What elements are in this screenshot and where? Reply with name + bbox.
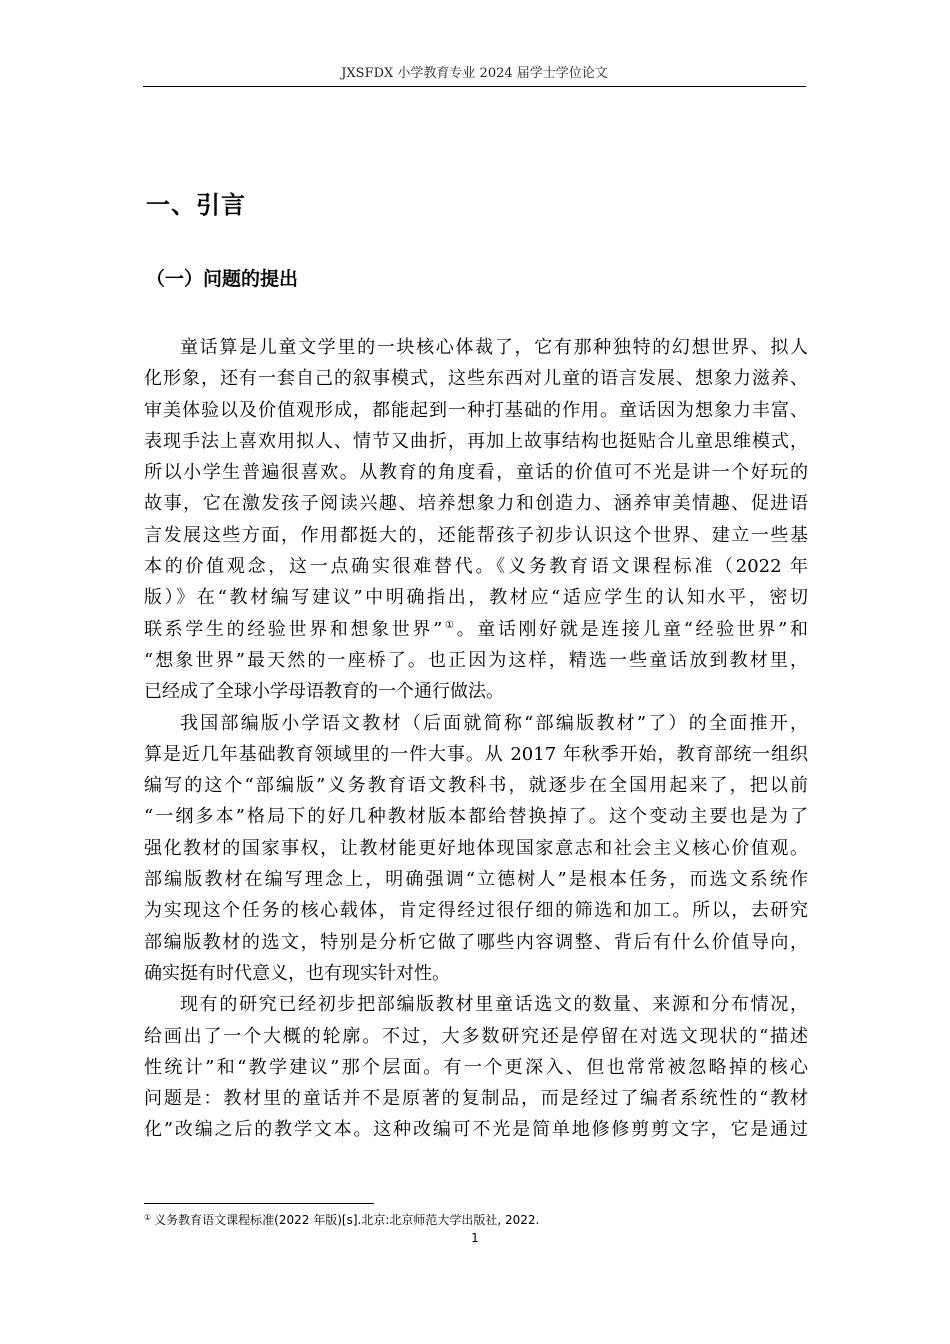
section-heading: 一、引言 (146, 191, 246, 219)
paragraph-line: 给画出了一个大概的轮廓。不过，大多数研究还是停留在对选文现状的“描述 (144, 1025, 808, 1047)
paragraph-line-end: 。童话刚好就是连接儿童“经验世界”和 (456, 618, 808, 640)
footnote-marker: ① (442, 619, 457, 631)
paragraph-line: “想象世界”最天然的一座桥了。也正因为这样，精选一些童话放到教材里， (144, 649, 808, 671)
paragraph-line: 问题是：教材里的童话并不是原著的复制品，而是经过了编者系统性的“教材 (144, 1088, 808, 1110)
paragraph-line: 现有的研究已经初步把部编版教材里童话选文的数量、来源和分布情况， (180, 994, 808, 1016)
running-header: JXSFDX 小学教育专业 2024 届学士学位论文 (341, 66, 608, 81)
paragraph-line-start: 联系学生的经验世界和想象世界” (144, 618, 443, 640)
paragraph-line: 化形象，还有一套自己的叙事模式，这些东西对儿童的语言发展、想象力滋养、 (144, 368, 808, 390)
paragraph-line: 已经成了全球小学母语教育的一个通行做法。 (144, 681, 504, 703)
paragraph-line: 本的价值观念，这一点确实很难替代。《义务教育语文课程标准（2022 年 (144, 556, 808, 578)
paragraph-line: 言发展这些方面，作用都挺大的，还能帮孩子初步认识这个世界、建立一些基 (144, 524, 808, 546)
body-text (144, 332, 808, 1146)
paragraph-line-with-footnote (144, 614, 808, 645)
paragraph-line: 童话算是儿童文学里的一块核心体裁了，它有那种独特的幻想世界、拟人 (180, 337, 808, 358)
paragraph-line: 性统计”和“教学建议”那个层面。有一个更深入、但也常常被忽略掉的核心 (144, 1056, 808, 1078)
subsection-heading: （一）问题的提出 (146, 268, 299, 290)
paragraph-line: 编写的这个“部编版”义务教育语文教科书，就逐步在全国用起来了，把以前 (144, 775, 808, 797)
paragraph-line: 所以小学生普遍很喜欢。从教育的角度看，童话的价值可不光是讲一个好玩的 (144, 462, 808, 484)
paragraph-line: 化”改编之后的教学文本。这种改编可不光是简单地修修剪剪文字，它是通过 (144, 1119, 808, 1141)
paragraph-line: 为实现这个任务的核心载体，肯定得经过很仔细的筛选和加工。所以，去研究 (144, 900, 808, 922)
paragraph-line: 部编版教材在编写理念上，明确强调“立德树人”是根本任务，而选文系统作 (144, 869, 808, 891)
footnote-text: 义务教育语文课程标准(2022 年版)[s].北京:北京师范大学出版社, 2022. (154, 1213, 540, 1227)
paragraph-line: 算是近几年基础教育领域里的一件大事。从 2017 年秋季开始，教育部统一组织 (144, 743, 808, 765)
page-number: 1 (471, 1231, 479, 1245)
paragraph-line: 审美体验以及价值观形成，都能起到一种打基础的作用。童话因为想象力丰富、 (144, 399, 808, 421)
paragraph-line: 版）》在“教材编写建议”中明确指出，教材应“适应学生的认知水平，密切 (144, 587, 808, 609)
footnote-marker: ① (144, 1213, 152, 1222)
footnote-divider (144, 1203, 374, 1204)
paragraph-line: 部编版教材的选文，特别是分析它做了哪些内容调整、背后有什么价值导向， (144, 931, 808, 953)
paragraph-line: 确实挺有时代意义，也有现实针对性。 (144, 962, 450, 984)
footnote (144, 1211, 808, 1229)
header-divider (143, 86, 806, 87)
paragraph-line: 表现手法上喜欢用拟人、情节又曲折，再加上故事结构也挺贴合儿童思维模式， (144, 430, 808, 452)
paragraph-line: 强化教材的国家事权，让教材能更好地体现国家意志和社会主义核心价值观。 (144, 837, 808, 859)
paragraph-line: 故事，它在激发孩子阅读兴趣、培养想象力和创造力、涵养审美情趣、促进语 (144, 493, 808, 515)
paragraph-line: 我国部编版小学语文教材（后面就简称“部编版教材”了）的全面推开， (180, 712, 808, 734)
paragraph-line: “一纲多本”格局下的好几种教材版本都给替换掉了。这个变动主要也是为了 (144, 806, 808, 828)
